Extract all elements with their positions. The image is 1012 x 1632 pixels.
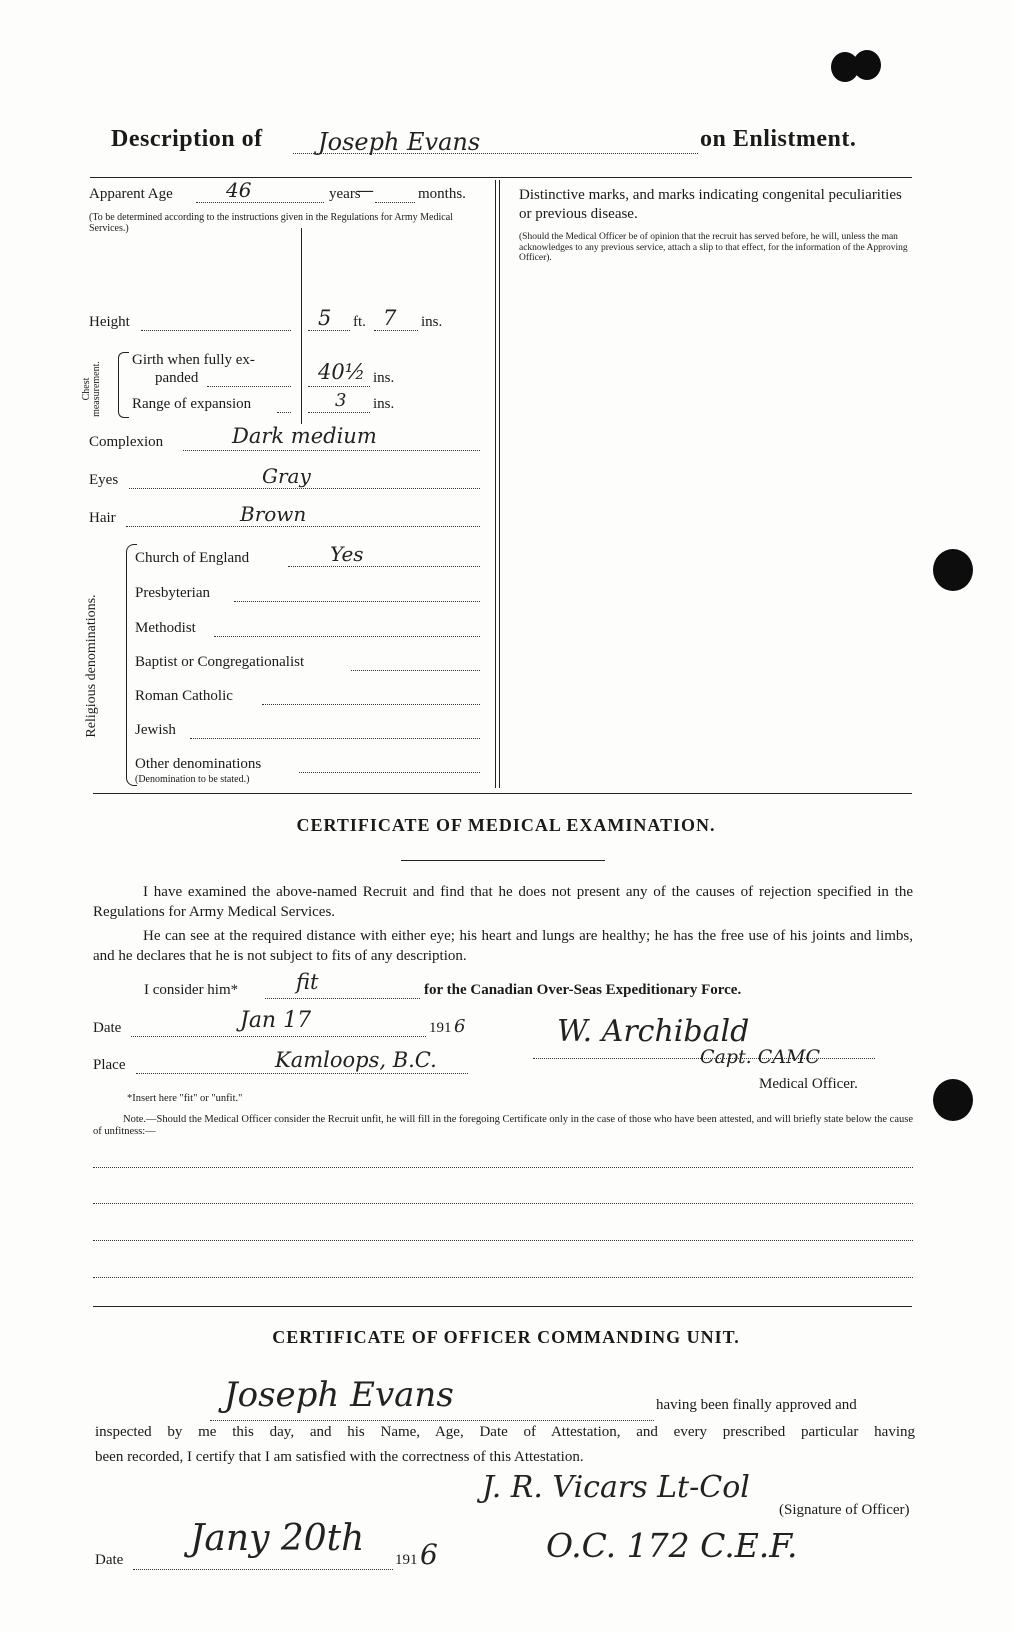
age-note: (To be determined according to the instructions given in the Regulations for Army Medical Services.) [89, 212, 453, 234]
consider-suffix: for the Canadian Over-Seas Expeditionary Force. [424, 982, 742, 998]
hair-line [126, 526, 480, 527]
religion-baptist-label: Baptist or Congregationalist [135, 654, 305, 670]
eyes-label: Eyes [89, 472, 119, 488]
medical-officer-label: Medical Officer. [759, 1076, 858, 1092]
chest-range-label: Range of expansion [132, 396, 252, 412]
religion-catholic-label: Roman Catholic [135, 688, 233, 704]
complexion-value: Dark medium [232, 424, 377, 448]
medical-date-label: Date [93, 1020, 122, 1036]
religion-presbyterian-label: Presbyterian [135, 585, 210, 601]
punch-hole-top-2 [853, 50, 881, 80]
religion-methodist-label: Methodist [135, 620, 196, 636]
religion-jewish-line [190, 738, 480, 739]
height-ins-label: ins. [421, 314, 443, 330]
complexion-label: Complexion [89, 434, 164, 450]
height-bracket [301, 306, 302, 424]
religion-other-label: Other denominations [135, 756, 262, 772]
religion-jewish-label: Jewish [135, 722, 176, 738]
commanding-date-year-prefix: 191 [395, 1552, 418, 1568]
medical-para-2: He can see at the required distance with either eye; his heart and lungs are healthy; he has the free use of his joints and limbs, and he declares that he is not subject to fits of any description. [93, 928, 913, 964]
height-ft-label: ft. [353, 314, 366, 330]
religion-other-note: (Denomination to be stated.) [135, 774, 250, 785]
commanding-date-year-digit: 6 [420, 1538, 438, 1571]
medical-place-value: Kamloops, B.C. [275, 1048, 437, 1072]
chest-girth-unit: ins. [373, 370, 395, 386]
commanding-line2: inspected by me this day, and his Name, Age, Date of Attestation, and every prescribed particular having [95, 1424, 915, 1440]
chest-girth-line [207, 386, 291, 387]
religion-group-label: Religious denominations. [84, 594, 99, 738]
religion-presbyterian-line [234, 601, 480, 602]
chest-range-value-line [308, 412, 370, 413]
consider-value: fit [296, 970, 319, 994]
recruit-name: Joseph Evans [318, 128, 481, 156]
age-years-line [196, 202, 324, 203]
medical-date-value: Jan 17 [240, 1008, 312, 1033]
age-months-line [375, 202, 415, 203]
religion-coe-label: Church of England [135, 550, 250, 566]
section-rule-1 [93, 793, 912, 794]
commanding-line1-suffix: having been finally approved and [656, 1397, 857, 1413]
consider-label: I consider him* [144, 982, 239, 998]
commanding-date-line [133, 1569, 393, 1570]
marks-note: (Should the Medical Officer be of opinion that the recruit has served before, he will, unless the man acknowledges to any previous service, attach a slip to that effect, for the information of the Approving Officer). [519, 232, 908, 263]
chest-girth-label-1: Girth when fully ex- [132, 352, 255, 368]
commanding-date-label: Date [95, 1552, 124, 1568]
header-rule [90, 177, 912, 178]
chest-range-value: 3 [335, 390, 347, 411]
commanding-unit: O.C. 172 C.E.F. [546, 1526, 798, 1565]
height-label: Height [89, 314, 130, 330]
age-years-value: 46 [226, 178, 252, 202]
medical-insert-note: *Insert here "fit" or "unfit." [127, 1093, 243, 1104]
eyes-value: Gray [262, 464, 311, 488]
medical-date-year-prefix: 191 [429, 1020, 452, 1036]
age-months-value: — [356, 180, 374, 201]
complexion-line [183, 450, 480, 451]
height-ft-line [308, 330, 350, 331]
medical-title-rule [401, 860, 605, 861]
religion-coe-line [288, 566, 480, 567]
medical-unfit-note: Note.—Should the Medical Officer consider the Recruit unfit, he will fill in the foregoing Certificate only in the case of those who have been attested, and will briefly state below the cause of unfitness:— [93, 1114, 913, 1137]
commanding-name: Joseph Evans [224, 1375, 454, 1415]
height-line [141, 330, 291, 331]
medical-place-line [136, 1073, 468, 1074]
chest-group-label: Chest measurement. [81, 361, 102, 417]
punch-hole-lower [933, 1079, 973, 1121]
commanding-name-line [210, 1420, 654, 1421]
commanding-signature: J. R. Vicars Lt-Col [482, 1470, 750, 1505]
hair-value: Brown [240, 502, 307, 526]
chest-girth-value-line [308, 386, 370, 387]
age-months-label: months. [418, 186, 466, 202]
religion-catholic-line [262, 704, 480, 705]
chest-range-unit: ins. [373, 396, 395, 412]
unfit-line-1 [93, 1167, 913, 1168]
medical-signature: W. Archibald [557, 1014, 750, 1049]
commanding-signature-label: (Signature of Officer) [779, 1502, 910, 1518]
unfit-line-3 [93, 1240, 913, 1241]
age-bracket [301, 228, 302, 306]
chest-girth-value: 40½ [318, 360, 366, 384]
eyes-line [129, 488, 480, 489]
height-ins-line [374, 330, 418, 331]
unfit-line-4 [93, 1277, 913, 1278]
commanding-line3: been recorded, I certify that I am satisfied with the correctness of this Attestation. [95, 1449, 584, 1465]
religion-baptist-line [351, 670, 480, 671]
title-suffix: on Enlistment. [700, 126, 857, 152]
age-label: Apparent Age [89, 186, 173, 202]
section-rule-2 [93, 1306, 912, 1307]
hair-label: Hair [89, 510, 116, 526]
title-prefix: Description of [111, 126, 263, 152]
chest-brace [118, 352, 129, 418]
consider-line [265, 998, 420, 999]
column-divider-inner [495, 180, 496, 788]
medical-para-1: I have examined the above-named Recruit and find that he does not present any of the causes of rejection specified in the Regulations for Army Medical Services. [93, 884, 913, 920]
unfit-line-2 [93, 1203, 913, 1204]
age-years-label: years [329, 186, 361, 202]
medical-date-year-digit: 6 [454, 1016, 466, 1037]
column-divider [499, 180, 500, 788]
punch-hole-middle [933, 549, 973, 591]
religion-methodist-line [214, 636, 480, 637]
chest-range-line [277, 412, 291, 413]
medical-title: CERTIFICATE OF MEDICAL EXAMINATION. [296, 815, 716, 835]
religion-coe-value: Yes [330, 542, 364, 566]
height-feet-value: 5 [318, 306, 332, 330]
chest-girth-label-2: panded [155, 370, 199, 386]
medical-signature-rank: Capt. CAMC [700, 1046, 820, 1068]
height-inches-value: 7 [383, 306, 397, 330]
commanding-date-value: Jany 20th [190, 1518, 365, 1559]
marks-heading: Distinctive marks, and marks indicating congenital peculiarities or previous disease. [519, 187, 902, 222]
medical-place-label: Place [93, 1057, 126, 1073]
medical-date-line [131, 1036, 426, 1037]
religion-other-line [299, 772, 480, 773]
commanding-title: CERTIFICATE OF OFFICER COMMANDING UNIT. [272, 1327, 740, 1347]
